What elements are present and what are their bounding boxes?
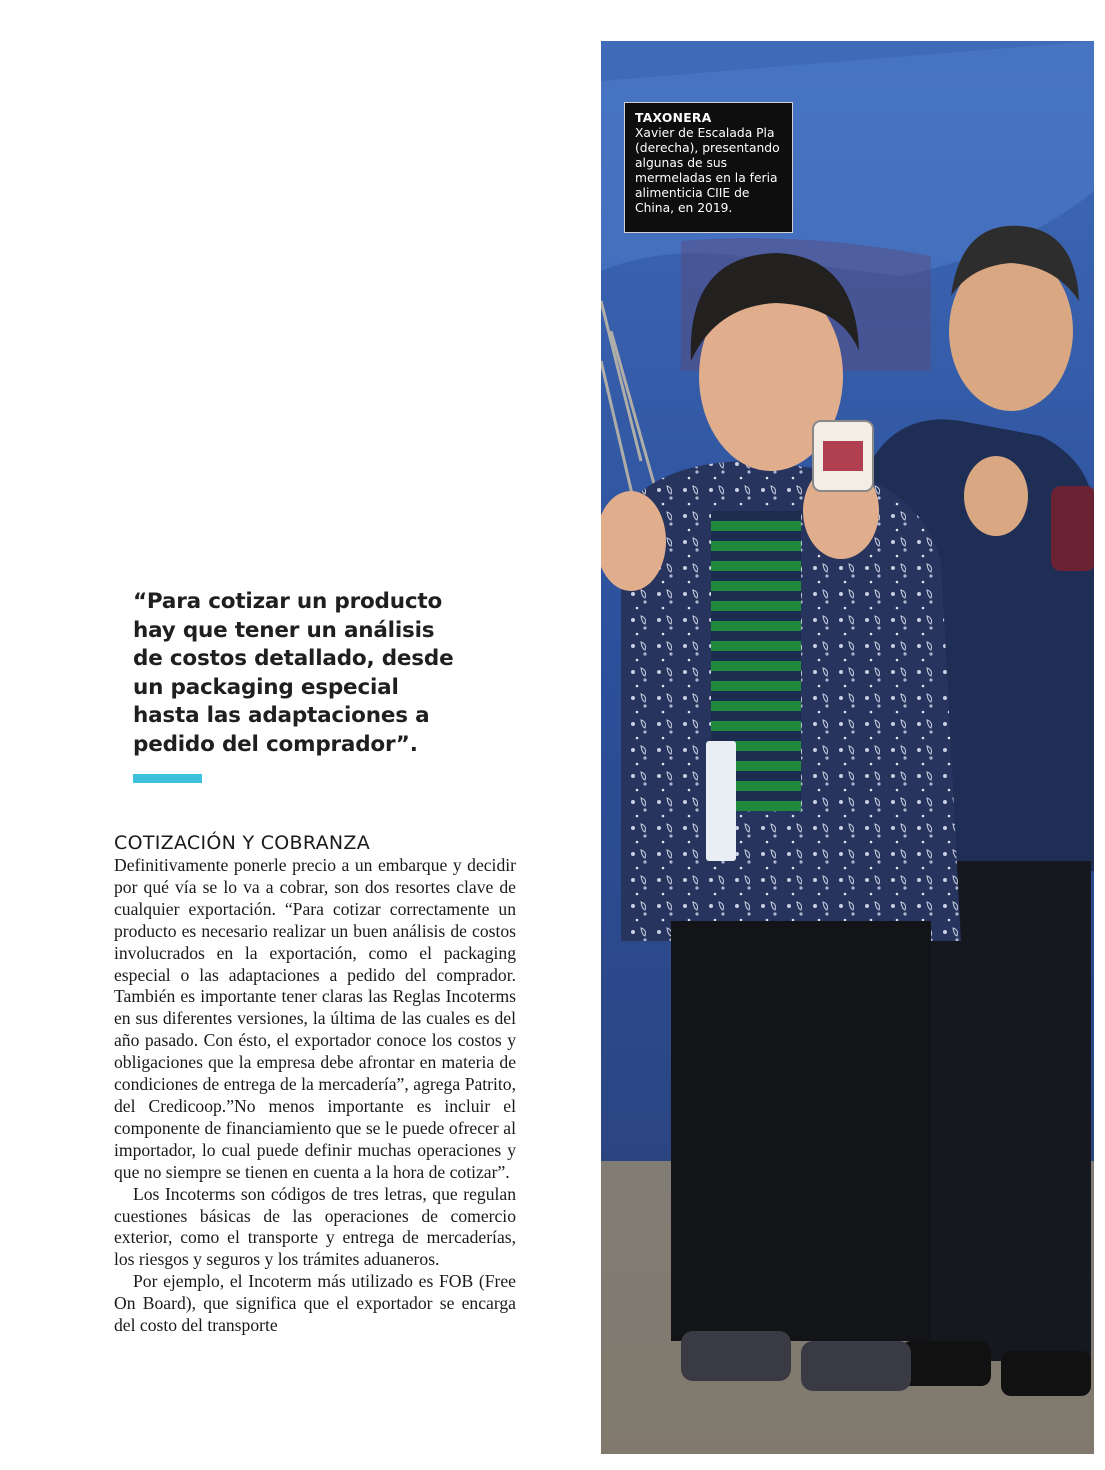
caption-label: TAXONERA — [635, 111, 712, 125]
body-paragraph: Por ejemplo, el Incoterm más utilizado es FOB (Free On Board), que significa que el exportador se encarga del costo del transporte — [114, 1271, 516, 1336]
body-paragraph: Definitivamente ponerle precio a un embarque y decidir por qué vía se lo va a cobrar, son dos resortes clave de cualquier exportación. “Para cotizar correctamente un producto es necesario realizar un buen análisis de costos involucrados en la exportación, como el packaging especial o las adaptaciones a pedido del comprador. También es importante tener claras las Reglas Incoterms en sus diferentes versiones, la última de las cuales es del año pasado. Con ésto, el exportador conoce los costos y obligaciones que la empresa debe afrontar en materia de condiciones de entrega de la mercadería”, agrega Patrito, del Credicoop.”No menos importante es incluir el componente de financiamiento que se le puede ofrecer al importador, lo cual puede definir muchas operaciones y que no siempre se tienen en cuenta a la hora de cotizar”. — [114, 855, 516, 1182]
trade-fair-photo — [601, 41, 1094, 1454]
section-heading: COTIZACIÓN Y COBRANZA — [114, 832, 371, 854]
photo-caption — [624, 102, 793, 233]
body-paragraph: Los Incoterms son códigos de tres letras, que regulan cuestiones básicas de las operaciones de comercio exterior, como el transporte y entrega de mercaderías, los riesgos y seguros y los trámites aduaneros. — [114, 1183, 516, 1270]
photo-illustration — [601, 41, 1094, 1454]
article-body — [114, 855, 516, 1337]
caption-text: Xavier de Escalada Pla (derecha), presentando algunas de sus mermeladas en la feria alimenticia CIIE de China, en 2019. — [635, 126, 780, 215]
pull-quote: “Para cotizar un producto hay que tener un análisis de costos detallado, desde un packaging especial hasta las adaptaciones a pedido del comprador”. — [133, 589, 454, 757]
quote-accent-rule — [133, 774, 202, 783]
